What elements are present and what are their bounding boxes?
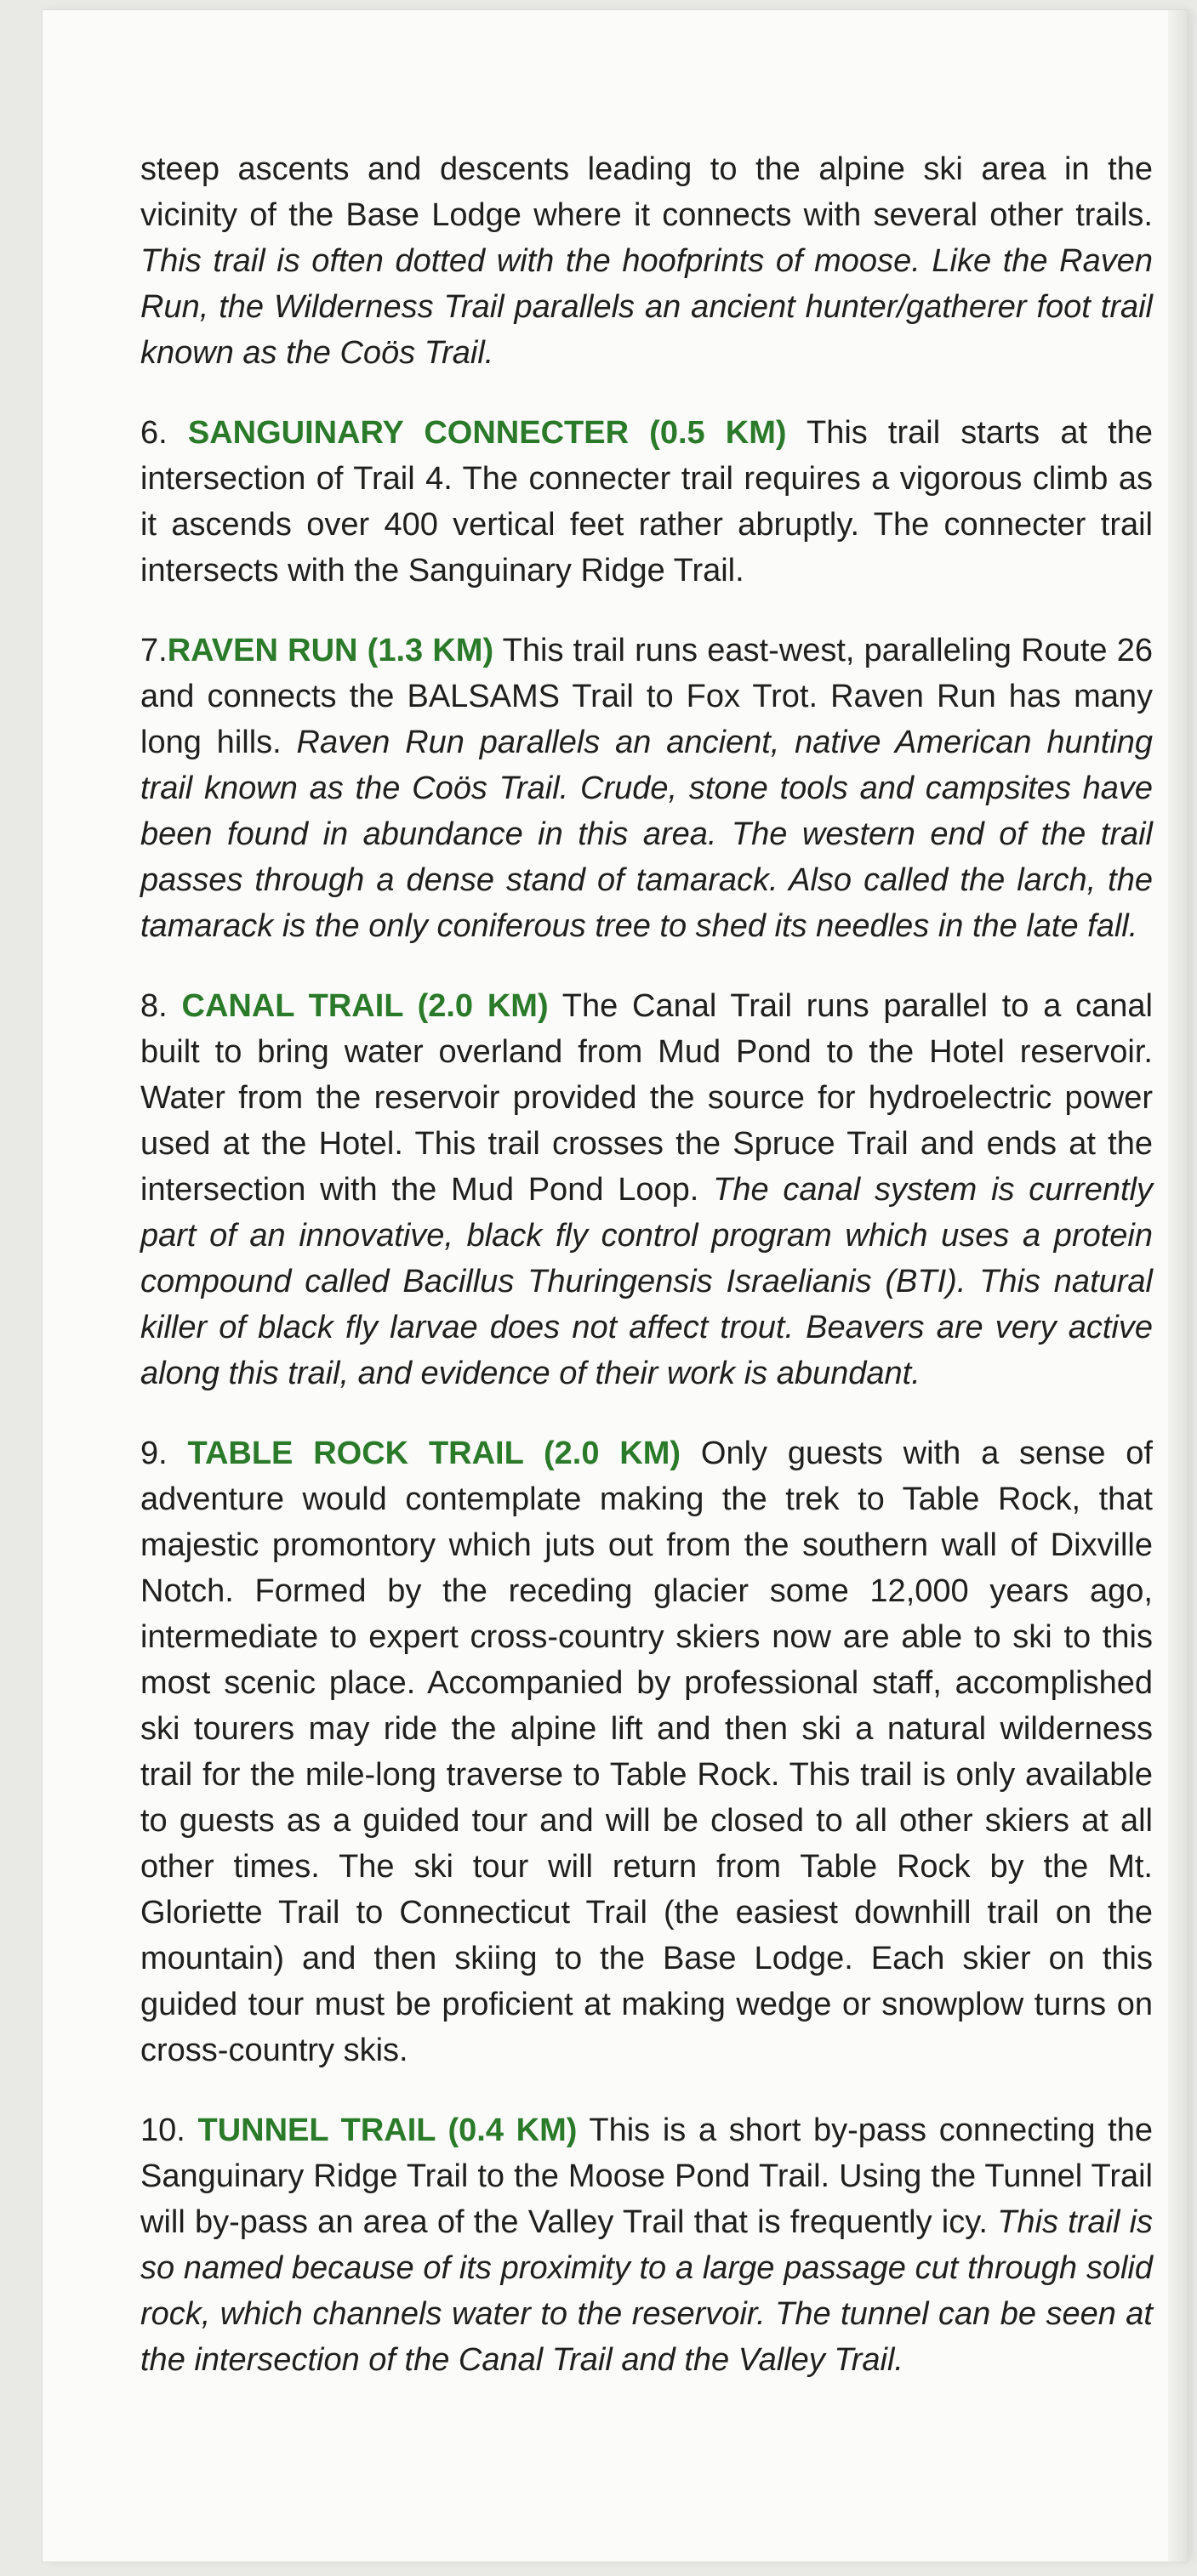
trail-number: 7. [140,633,168,668]
trail-text: Only guests with a sense of adventure would contemplate making the trek to Table Rock, that majestic promontory which juts out from the southern wall of Dixville Notch. Formed by the receding glacier some 12,000 years ago, intermediate to expert cross-country skiers now are able to ski to this most scenic place. Accompanied by professional staff, accomplished ski tourers may ride the alpine lift and then ski a natural wilderness trail for the mile-long traverse to Table Rock. This trail is only available to guests as a guided tour and will be closed to all other skiers at all other times. The ski tour will return from Table Rock by the Mt. Gloriette Trail to Connecticut Trail (the easiest downhill trail on the mountain) and then skiing to the Base Lodge. Each skier on this guided tour must be proficient at making wedge or snowplow turns on cross-country skis. [140,1436,1153,2068]
trail-descriptions [140,146,1153,2417]
trail-text: The Canal Trail runs parallel to a canal built to bring water overland from Mud Pond to the Hotel reservoir. Water from the reservoir provided the source for hydroelectric power used at the Hotel. This trail crosses the Spruce Trail and ends at the intersection with the Mud Pond Loop. [140,988,1154,1208]
trail-note: This trail is so named because of its proximity to a large passage cut through solid rock, which channels water to the reservoir. The tunnel can be seen at the intersection of the Canal Trail and the Valley Trail. [140,2204,1154,2378]
trail-number: 8. [140,988,168,1024]
intro-paragraph [140,146,1153,376]
trail-number: 10. [140,2113,185,2148]
intro-note: This trail is often dotted with the hoofprints of moose. Like the Raven Run, the Wilderness Trail parallels an ancient hunter/gatherer foot trail known as the Coös Trail. [140,243,1153,371]
trail-title: RAVEN RUN (1.3 KM) [167,633,494,668]
trail-number: 6. [140,415,168,451]
trail-note: The canal system is currently part of an innovative, black fly control program which uses a protein compound called Bacillus Thuringensis Israelianis (BTI). This natural killer of black fly larvae does not affect trout. Beavers are very active along this trail, and evidence of their work is abundant. [140,1172,1153,1391]
trail-title: TABLE ROCK TRAIL (2.0 KM) [187,1436,681,1471]
intro-text: steep ascents and descents leading to the alpine ski area in the vicinity of the Base Lodge where it connects with several other trails. [140,151,1153,233]
page-edge [1168,10,1187,2562]
trail-title: CANAL TRAIL (2.0 KM) [181,988,549,1024]
trail-entry-8 [140,983,1153,1396]
trail-text: This is a short by-pass connecting the Sanguinary Ridge Trail to the Moose Pond Trail. Using the Tunnel Trail will by-pass an area of the Valley Trail that is frequently icy. [140,2113,1154,2240]
trail-entry-10 [140,2107,1153,2383]
trail-entry-9 [140,1430,1153,2073]
trail-note: Raven Run parallels an ancient, native American hunting trail known as the Coös Trail. Crude, stone tools and campsites have been found in abundance in this area. The western end of the trail passes through a dense stand of tamarack. Also called the larch, the tamarack is the only coniferous tree to shed its needles in the late fall. [140,725,1153,944]
trail-number: 9. [140,1436,168,1471]
trail-title: SANGUINARY CONNECTER (0.5 KM) [187,415,787,451]
brochure-page [43,10,1187,2562]
trail-entry-6 [140,410,1153,594]
trail-title: TUNNEL TRAIL (0.4 KM) [197,2113,578,2148]
trail-text: This trail starts at the intersection of Trail 4. The connecter trail requires a vigorous climb as it ascends over 400 vertical feet rather abruptly. The connecter trail intersects with the Sanguinary Ridge Trail. [140,415,1153,589]
trail-entry-7 [140,628,1153,949]
trail-text: This trail runs east-west, paralleling Route 26 and connects the BALSAMS Trail to Fox Trot. Raven Run has many long hills. [140,633,1153,760]
